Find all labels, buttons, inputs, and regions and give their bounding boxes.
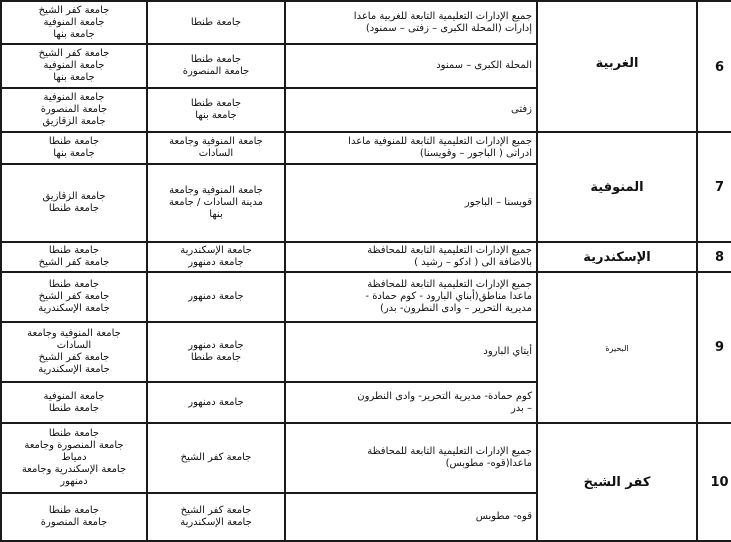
university-alternatives-line: دمياط <box>61 452 87 463</box>
university-alternatives-cell <box>1 88 147 132</box>
university-first-choice-line: جامعة كفر الشيخ <box>180 452 252 463</box>
university-alternatives-line: جامعة بنها <box>53 72 95 83</box>
educational-administrations-line: ادراتى ( الباجور – وقويسنا) <box>419 148 532 159</box>
university-first-choice-line: جامعة دمنهور <box>188 340 244 351</box>
educational-administrations-cell <box>285 423 537 493</box>
university-alternatives-line: جامعة المنوفية وجامعة <box>27 328 121 339</box>
university-first-choice-line: جامعة دمنهور <box>188 291 244 302</box>
row-number-cell <box>697 242 731 272</box>
educational-administrations-cell <box>285 242 537 272</box>
university-alternatives-line: جامعة طنطا <box>48 428 100 439</box>
university-alternatives-line: جامعة الإسكندرية <box>38 364 110 375</box>
row-number-cell <box>697 132 731 242</box>
university-first-choice-line: جامعة الإسكندرية <box>180 245 252 256</box>
university-first-choice-cell <box>147 493 285 541</box>
educational-administrations-cell <box>285 272 537 322</box>
university-first-choice-cell <box>147 132 285 164</box>
educational-administrations-line: ماعدا مناطق(أبناي البارود - كوم حمادة - <box>365 291 532 302</box>
row-number-text: 7 <box>714 179 725 195</box>
university-first-choice-cell <box>147 242 285 272</box>
university-first-choice-line: مدينة السادات / جامعة <box>169 197 263 208</box>
university-alternatives-line: جامعة المنصورة وجامعة <box>24 440 124 451</box>
table-row <box>1 272 731 322</box>
university-alternatives-cell <box>1 164 147 242</box>
educational-administrations-line: جميع الإدارات التعليمية التابعة للمحافظة <box>367 279 532 290</box>
governorate-cell <box>537 423 697 541</box>
row-number-cell <box>697 272 731 423</box>
university-first-choice-line: السادات <box>198 148 234 159</box>
university-first-choice-cell <box>147 44 285 88</box>
university-alternatives-cell <box>1 44 147 88</box>
university-alternatives-line: السادات <box>56 340 92 351</box>
educational-administrations-line: جميع الإدارات التعليمية التابعة للغربية ماعدا <box>353 10 532 22</box>
table-body <box>1 1 731 541</box>
educational-administrations-line: قوه- مطوبس <box>475 511 532 522</box>
university-first-choice-line: جامعة طنطا <box>190 98 242 109</box>
university-alternatives-cell <box>1 382 147 423</box>
university-alternatives-line: جامعة المنصورة <box>40 517 108 528</box>
table-row <box>1 132 731 164</box>
educational-administrations-line: إدارات (المحلة الكبرى – زفتى – سمنود) <box>365 22 532 34</box>
university-alternatives-cell <box>1 272 147 322</box>
university-first-choice-line: جامعة طنطا <box>190 352 242 363</box>
university-alternatives-line: جامعة الزقازيق <box>42 116 106 127</box>
university-alternatives-cell <box>1 322 147 382</box>
university-alternatives-cell <box>1 493 147 541</box>
university-alternatives-line: جامعة المنوفية <box>43 60 105 71</box>
educational-administrations-line: المحلة الكبرى – سمنود <box>436 60 532 71</box>
educational-administrations-cell <box>285 164 537 242</box>
educational-administrations-line: جميع الإدارات التعليمية التابعة للمحافظة <box>367 446 532 457</box>
university-first-choice-line: جامعة طنطا <box>190 16 242 28</box>
university-first-choice-cell <box>147 272 285 322</box>
university-first-choice-line: جامعة المنوفية وجامعة <box>169 136 263 147</box>
row-number-text: 10 <box>710 474 729 490</box>
educational-administrations-line: جميع الإدارات التعليمية التابعة للمنوفية ماعدا <box>348 136 532 147</box>
university-first-choice-line: جامعة دمنهور <box>188 396 244 408</box>
governorate-text: الإسكندرية <box>583 249 651 265</box>
university-alternatives-line: جامعة طنطا <box>48 245 100 256</box>
university-first-choice-line: جامعة دمنهور <box>188 257 244 268</box>
educational-administrations-cell <box>285 493 537 541</box>
row-number-text: 8 <box>714 249 725 265</box>
university-first-choice-line: جامعة طنطا <box>190 54 242 65</box>
university-alternatives-line: جامعة كفر الشيخ <box>38 48 110 59</box>
table-row <box>1 1 731 44</box>
university-first-choice-cell <box>147 382 285 423</box>
university-alternatives-cell <box>1 423 147 493</box>
university-alternatives-line: جامعة المنوفية <box>43 16 105 28</box>
row-number-text: 9 <box>714 340 725 355</box>
university-alternatives-line: جامعة الإسكندرية <box>38 303 110 314</box>
university-first-choice-line: جامعة المنوفية وجامعة <box>169 185 263 196</box>
university-alternatives-line: جامعة كفر الشيخ <box>38 352 110 363</box>
university-alternatives-line: جامعة بنها <box>53 28 95 40</box>
educational-administrations-line: بالاضافة الى ( ادكو – رشيد ) <box>414 257 532 268</box>
university-alternatives-cell <box>1 1 147 44</box>
university-alternatives-line: جامعة المنصورة <box>40 104 108 115</box>
governorate-text: الغربية <box>595 56 639 71</box>
university-alternatives-line: جامعة المنوفية <box>43 92 105 103</box>
university-alternatives-line: جامعة طنطا <box>48 136 100 147</box>
university-alternatives-line: جامعة الزقازيق <box>42 191 106 202</box>
university-alternatives-line: جامعة الإسكندرية وجامعة <box>21 464 127 475</box>
educational-administrations-line: جميع الإدارات التعليمية التابعة للمحافظة <box>367 245 532 256</box>
university-alternatives-line: جامعة طنطا <box>48 402 100 414</box>
university-first-choice-line: جامعة الإسكندرية <box>180 517 252 528</box>
governorate-cell <box>537 242 697 272</box>
university-first-choice-line: جامعة المنصورة <box>182 66 250 77</box>
university-alternatives-line: جامعة طنطا <box>48 279 100 290</box>
university-alternatives-line: جامعة كفر الشيخ <box>38 257 110 268</box>
university-alternatives-line: جامعة كفر الشيخ <box>38 4 110 16</box>
university-first-choice-cell <box>147 1 285 44</box>
university-alternatives-line: جامعة طنطا <box>48 505 100 516</box>
educational-administrations-line: أيتاي البارود <box>483 346 532 357</box>
educational-administrations-line: كوم حمادة- مديرية التحرير- وادى النطرون <box>357 390 532 402</box>
university-alternatives-line: دمنهور <box>60 476 88 487</box>
row-number-cell <box>697 423 731 541</box>
educational-administrations-cell <box>285 44 537 88</box>
row-number-text: 6 <box>714 60 725 75</box>
governorate-text: البحيرة <box>605 344 629 353</box>
governorate-text: المنوفية <box>590 179 644 195</box>
table-row <box>1 423 731 493</box>
table-row <box>1 242 731 272</box>
university-alternatives-cell <box>1 242 147 272</box>
educational-administrations-cell <box>285 382 537 423</box>
educational-administrations-line: – بدر <box>510 402 532 414</box>
row-number-cell <box>697 1 731 132</box>
educational-administrations-cell <box>285 1 537 44</box>
educational-administrations-line: زفتى <box>511 104 532 115</box>
governorate-cell <box>537 272 697 423</box>
governorate-cell <box>537 132 697 242</box>
educational-administrations-cell <box>285 88 537 132</box>
governorate-text: كفر الشيخ <box>583 474 651 490</box>
university-first-choice-cell <box>147 164 285 242</box>
university-first-choice-cell <box>147 322 285 382</box>
educational-administrations-line: مديرية التحرير – وادى النطرون- بدر) <box>379 303 532 314</box>
educational-administrations-line: قويسنا – الباجور <box>464 197 532 208</box>
university-first-choice-line: جامعة بنها <box>195 110 237 121</box>
educational-administrations-line: ماعدا(قوه- مطوبس) <box>445 458 532 469</box>
governorate-cell <box>537 1 697 132</box>
educational-administrations-cell <box>285 322 537 382</box>
university-first-choice-line: جامعة كفر الشيخ <box>180 505 252 516</box>
university-alternatives-line: جامعة المنوفية <box>43 390 105 402</box>
university-first-choice-line: بنها <box>209 209 223 220</box>
university-first-choice-cell <box>147 88 285 132</box>
educational-administrations-cell <box>285 132 537 164</box>
university-alternatives-cell <box>1 132 147 164</box>
university-first-choice-cell <box>147 423 285 493</box>
university-alternatives-line: جامعة بنها <box>53 148 95 159</box>
university-alternatives-line: جامعة كفر الشيخ <box>38 291 110 302</box>
university-alternatives-line: جامعة طنطا <box>48 203 100 214</box>
